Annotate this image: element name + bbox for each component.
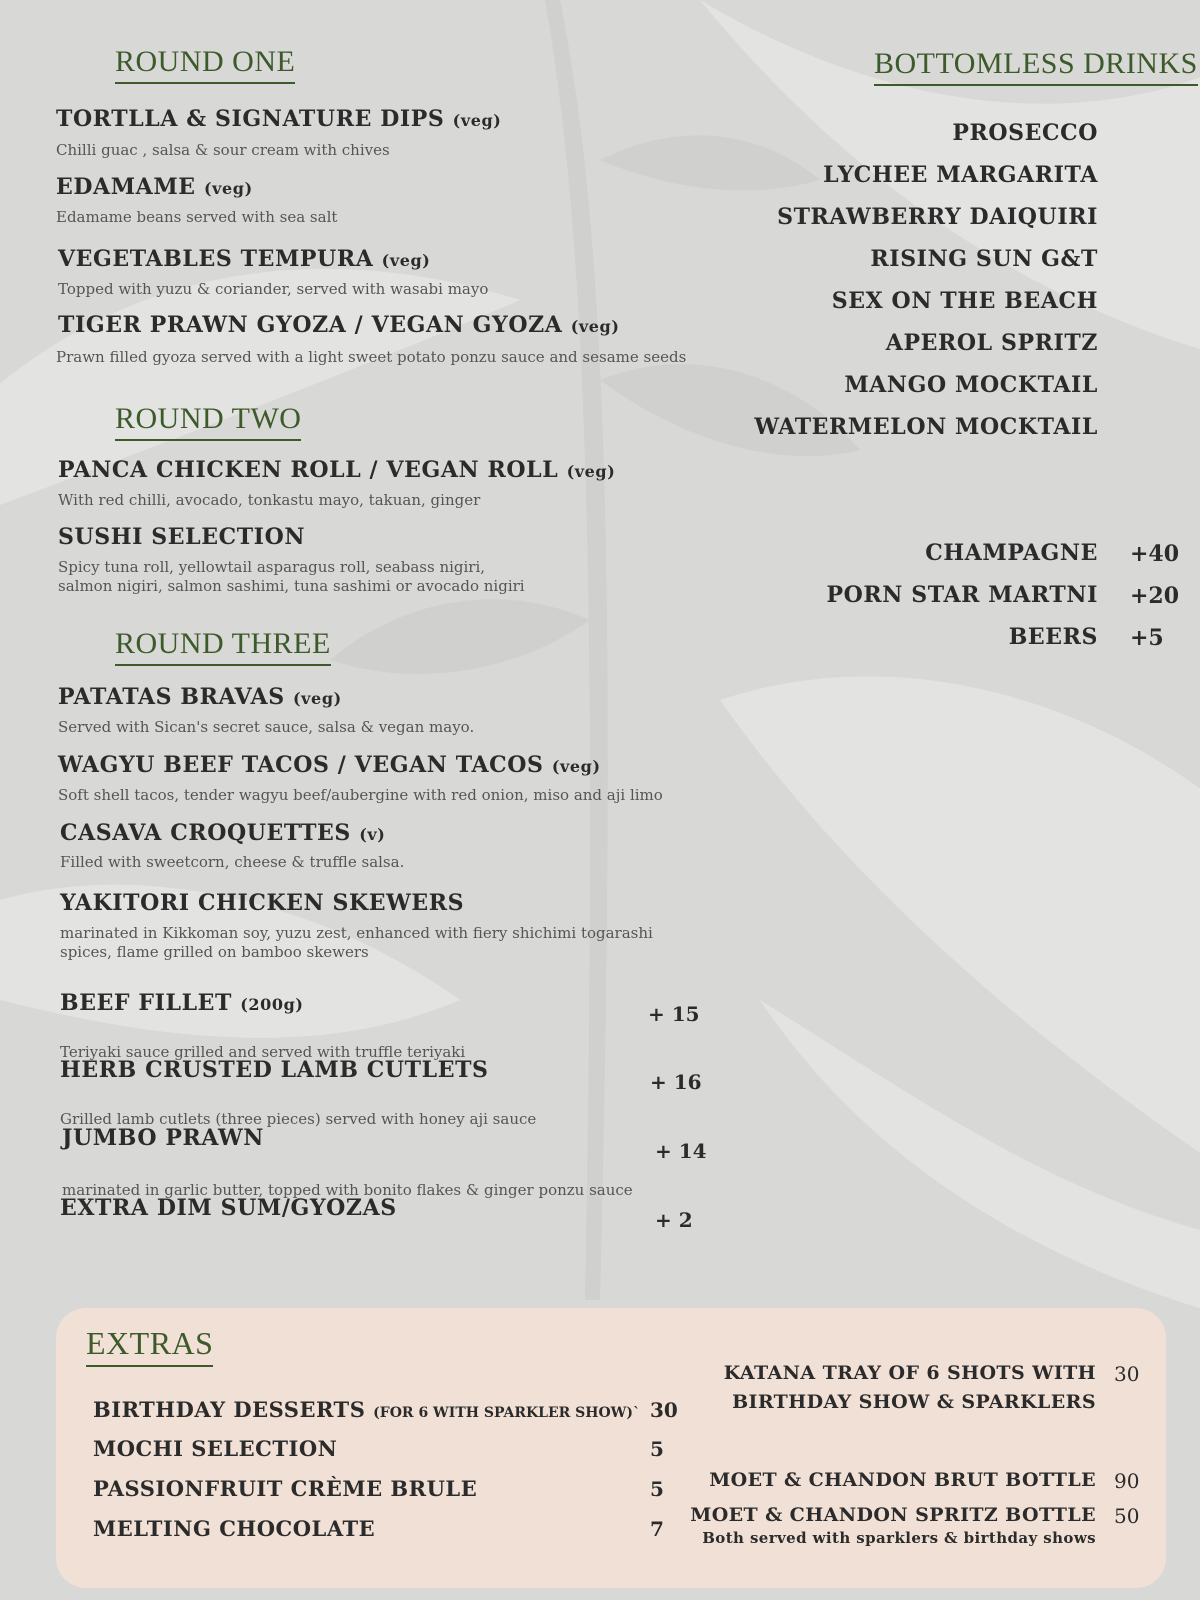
menu-item-desc: Edamame beans served with sea salt [56,208,338,226]
menu-item-price: + 2 [655,1208,693,1232]
menu-item-desc: With red chilli, avocado, tonkastu mayo, takuan, ginger [58,491,481,509]
extras-title: EXTRAS [86,1325,213,1367]
extra-price: 5 [650,1437,664,1461]
round-three-title: ROUND THREE [115,627,331,666]
drink-upgrade: BEERS [1008,624,1098,650]
drink-item: WATERMELON MOCKTAIL [754,414,1098,440]
extra-price: 7 [650,1517,664,1541]
moet-spritz-price: 50 [1114,1504,1140,1528]
drink-item: MANGO MOCKTAIL [844,372,1098,398]
extra-item: MOCHI SELECTION [93,1436,338,1461]
katana-tray-item: KATANA TRAY OF 6 SHOTS WITH BIRTHDAY SHOW & SPARKLERS [723,1362,1096,1413]
drink-item: RISING SUN G&T [870,246,1098,272]
menu-item-title: VEGETABLES TEMPURA (veg) [58,246,431,272]
drink-upgrade: PORN STAR MARTNI [826,582,1098,608]
menu-item-title: HERB CRUSTED LAMB CUTLETS [60,1057,489,1083]
drink-item: SEX ON THE BEACH [831,288,1098,314]
bottomless-drinks-title: BOTTOMLESS DRINKS [874,47,1198,86]
extras-footnote: Both served with sparklers & birthday shows [702,1529,1096,1547]
drink-upgrade: CHAMPAGNE [925,540,1098,566]
extra-item: BIRTHDAY DESSERTS (FOR 6 WITH SPARKLER SHOW)` [93,1397,641,1422]
menu-item-title: PANCA CHICKEN ROLL / VEGAN ROLL (veg) [58,457,616,483]
menu-item-desc: Teriyaki sauce grilled and served with truffle teriyaki [60,1043,466,1061]
menu-item-desc: Spicy tuna roll, yellowtail asparagus roll, seabass nigiri, salmon nigiri, salmon sashimi, tuna sashimi or avocado nigiri [58,558,525,595]
drink-item: PROSECCO [952,120,1098,146]
extra-item: PASSIONFRUIT CRÈME BRULE [93,1476,478,1501]
menu-item-title: JUMBO PRAWN [62,1125,264,1151]
menu-item-title: TIGER PRAWN GYOZA / VEGAN GYOZA (veg) [58,312,620,338]
menu-item-desc: Chilli guac , salsa & sour cream with chives [56,141,390,159]
menu-item-title: YAKITORI CHICKEN SKEWERS [60,890,465,916]
drink-upgrade-price: +5 [1130,625,1164,651]
menu-item-title: BEEF FILLET (200g) [60,990,304,1016]
moet-brut-item: MOET & CHANDON BRUT BOTTLE [709,1469,1096,1491]
extra-price: 30 [650,1398,678,1422]
moet-brut-price: 90 [1114,1469,1140,1493]
round-one-title: ROUND ONE [115,45,295,84]
drink-item: LYCHEE MARGARITA [823,162,1098,188]
drink-upgrade-price: +20 [1130,583,1180,609]
menu-item-desc: marinated in Kikkoman soy, yuzu zest, enhanced with fiery shichimi togarashi spices, flame grilled on bamboo skewers [60,924,653,961]
menu-item-title: CASAVA CROQUETTES (v) [60,820,386,846]
menu-item-desc: Prawn filled gyoza served with a light sweet potato ponzu sauce and sesame seeds [56,348,687,366]
drink-upgrade-price: +40 [1130,541,1180,567]
drink-item: APEROL SPRITZ [885,330,1098,356]
menu-item-title: EDAMAME (veg) [56,174,253,200]
drink-item: STRAWBERRY DAIQUIRI [777,204,1098,230]
menu-item-desc: Soft shell tacos, tender wagyu beef/aubergine with red onion, miso and aji limo [58,786,663,804]
menu-item-title: PATATAS BRAVAS (veg) [58,684,342,710]
menu-item-desc: Served with Sican's secret sauce, salsa & vegan mayo. [58,718,475,736]
moet-spritz-item: MOET & CHANDON SPRITZ BOTTLE [690,1504,1096,1526]
extra-item: MELTING CHOCOLATE [93,1516,376,1541]
menu-item-desc: Grilled lamb cutlets (three pieces) served with honey aji sauce [60,1110,537,1128]
menu-item-desc: marinated in garlic butter, topped with bonito flakes & ginger ponzu sauce [62,1181,633,1199]
round-two-title: ROUND TWO [115,402,301,441]
katana-tray-price: 30 [1114,1362,1140,1386]
menu-item-price: + 14 [655,1139,707,1163]
menu-item-desc: Topped with yuzu & coriander, served with wasabi mayo [58,280,489,298]
menu-item-title: WAGYU BEEF TACOS / VEGAN TACOS (veg) [58,752,601,778]
extra-price: 5 [650,1477,664,1501]
menu-item-desc: Filled with sweetcorn, cheese & truffle salsa. [60,853,405,871]
menu-item-price: + 15 [648,1002,700,1026]
menu-item-title: SUSHI SELECTION [58,524,306,550]
menu-item-price: + 16 [650,1070,702,1094]
menu-item-title: EXTRA DIM SUM/GYOZAS [60,1195,397,1221]
menu-item-title: TORTLLA & SIGNATURE DIPS (veg) [56,106,502,132]
